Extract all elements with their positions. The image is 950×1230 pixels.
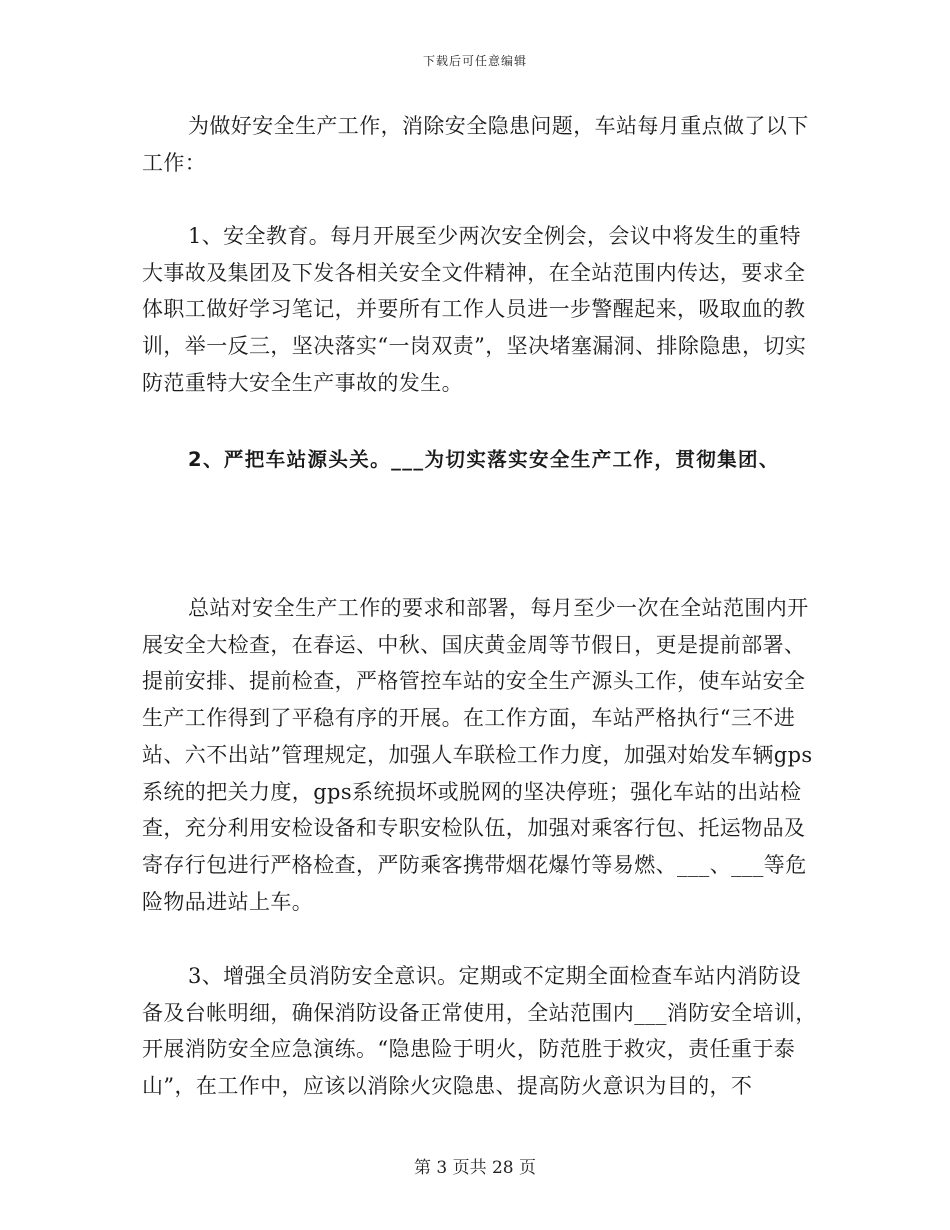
page-footer: 第 3 页共 28 页: [413, 1158, 537, 1178]
paragraph-fire-safety: 3、增强全员消防安全意识。定期或不定期全面检查车站内消防设备及台帐明细，确保消防设备正常使用，全站范围内___消防安全培训，开展消防安全应急演练。“隐患险于明火，防范胜于救灾，责任重于泰山”，在工作中，应该以消除火灾隐患、提高防火意识为目的，不: [142, 964, 817, 1099]
paragraph-safety-education: 1、安全教育。每月开展至少两次安全例会，会议中将发生的重特大事故及集团及下发各相关安全文件精神，在全站范围内传达，要求全体职工做好学习笔记，并要所有工作人员进一步警醒起来，吸取血的教训，举一反三，坚决落实“一岗双责”，坚决堵塞漏洞、排除隐患，切实防范重特大安全生产事故的发生。: [142, 224, 807, 395]
page-header: 下载后可任意编辑: [422, 54, 527, 68]
paragraph-source-control-heading: 2、严把车站源头关。___为切实落实安全生产工作，贯彻集团、: [188, 448, 780, 471]
paragraph-source-control-body: 总站对安全生产工作的要求和部署，每月至少一次在全站范围内开展安全大检查，在春运、中秋、国庆黄金周等节假日，更是提前部署、提前安排、提前检查，严格管控车站的安全生产源头工作，使车站安全生产工作得到了平稳有序的开展。在工作方面，车站严格执行“三不进站、六不出站”管理规定，加强人车联检工作力度，加强对始发车辆gps系统的把关力度，gps系统损坏或脱网的坚决停班；强化车站的出站检查，充分利用安检设备和专职安检队伍，加强对乘客行包、托运物品及寄存行包进行严格检查，严防乘客携带烟花爆竹等易燃、___、___等危险物品进站上车。: [142, 596, 813, 914]
paragraph-intro: 为做好安全生产工作，消除安全隐患问题，车站每月重点做了以下工作：: [142, 114, 809, 175]
